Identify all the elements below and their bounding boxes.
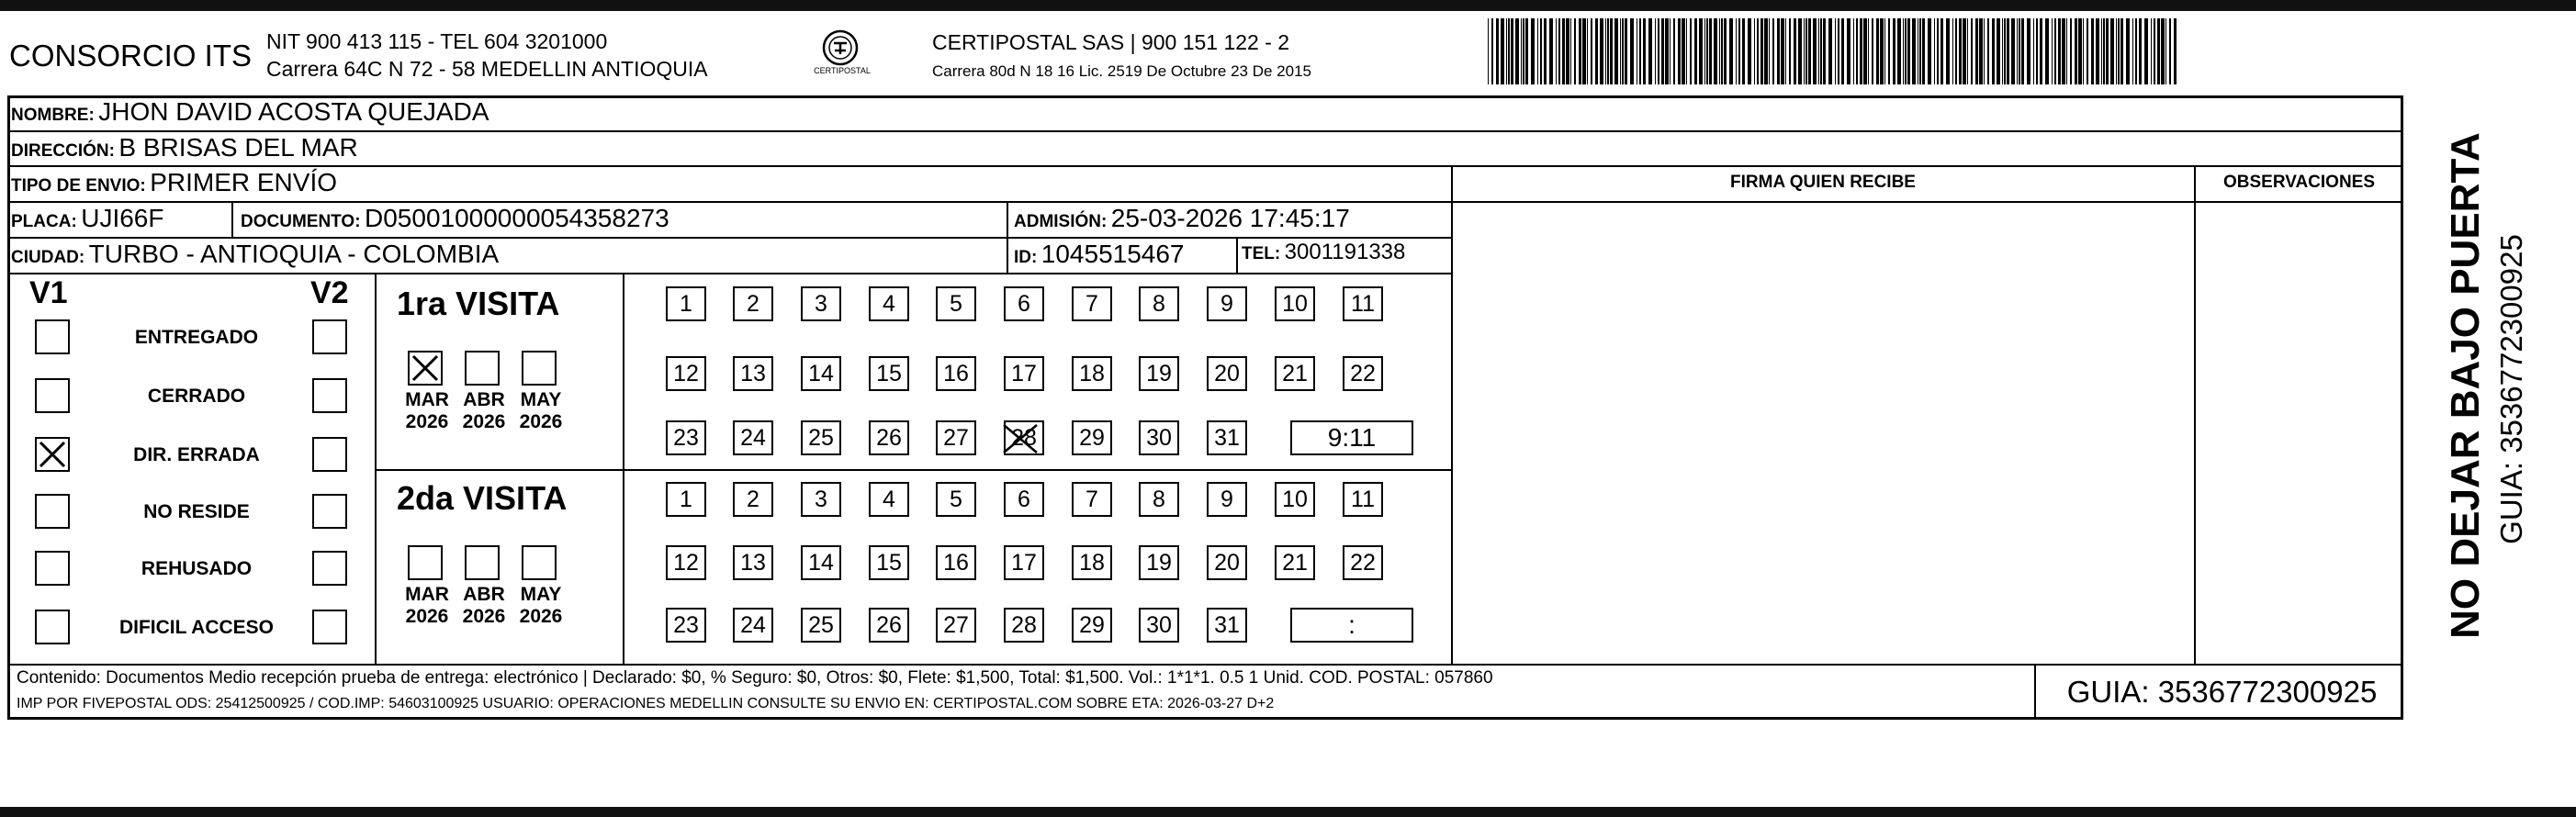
day-box-visit1-18[interactable]: 18 bbox=[1072, 356, 1112, 391]
day-box-visit2-19[interactable]: 19 bbox=[1139, 545, 1179, 580]
company-info bbox=[266, 28, 708, 83]
month-label-visit1-1: ABR 2026 bbox=[462, 389, 506, 432]
day-box-visit1-30[interactable]: 30 bbox=[1139, 420, 1179, 455]
day-box-visit2-30[interactable]: 30 bbox=[1139, 608, 1179, 643]
day-box-visit1-28[interactable]: 28 bbox=[1004, 420, 1044, 455]
placa-cell bbox=[11, 204, 163, 233]
day-box-visit1-27[interactable]: 27 bbox=[936, 420, 976, 455]
day-box-visit1-9[interactable]: 9 bbox=[1207, 286, 1247, 321]
status-label-2: DIR. ERRADA bbox=[133, 444, 260, 465]
day-box-visit2-2[interactable]: 2 bbox=[733, 482, 773, 517]
status-label-5: DIFICIL ACCESO bbox=[118, 617, 274, 638]
tel-cell bbox=[1242, 240, 1405, 265]
day-box-visit2-3[interactable]: 3 bbox=[801, 482, 841, 517]
day-box-visit1-11[interactable]: 11 bbox=[1343, 286, 1383, 321]
month-label-visit1-0: MAR 2026 bbox=[405, 389, 449, 432]
day-box-visit2-26[interactable]: 26 bbox=[869, 608, 909, 643]
day-box-visit2-24[interactable]: 24 bbox=[733, 608, 773, 643]
divider bbox=[2034, 664, 2036, 720]
nombre-value: JHON DAVID ACOSTA QUEJADA bbox=[98, 97, 489, 126]
day-box-visit2-27[interactable]: 27 bbox=[936, 608, 976, 643]
address-line: Carrera 64C N 72 - 58 MEDELLIN ANTIOQUIA bbox=[266, 57, 708, 81]
barcode bbox=[1488, 18, 2177, 84]
day-box-visit2-14[interactable]: 14 bbox=[801, 545, 841, 580]
day-box-visit2-15[interactable]: 15 bbox=[869, 545, 909, 580]
nombre-label: NOMBRE: bbox=[11, 106, 95, 125]
day-box-visit1-26[interactable]: 26 bbox=[869, 420, 909, 455]
visit1-title: 1ra VISITA bbox=[397, 285, 560, 322]
day-box-visit1-5[interactable]: 5 bbox=[936, 286, 976, 321]
divider bbox=[7, 664, 2403, 666]
month-checkbox-visit1-0[interactable] bbox=[408, 351, 443, 386]
id-label: ID: bbox=[1014, 248, 1038, 267]
documento-cell bbox=[241, 204, 669, 233]
nit-line: NIT 900 413 115 - TEL 604 3201000 bbox=[266, 29, 608, 53]
divider bbox=[1007, 201, 1008, 273]
day-box-visit2-8[interactable]: 8 bbox=[1139, 482, 1179, 517]
direccion-value: B BRISAS DEL MAR bbox=[118, 133, 358, 162]
divider bbox=[1236, 237, 1238, 273]
day-box-visit1-12[interactable]: 12 bbox=[666, 356, 706, 391]
direccion-label: DIRECCIÓN: bbox=[11, 141, 115, 161]
day-box-visit2-7[interactable]: 7 bbox=[1072, 482, 1112, 517]
month-label-visit1-2: MAY 2026 bbox=[519, 389, 563, 432]
day-box-visit1-15[interactable]: 15 bbox=[869, 356, 909, 391]
month-checkbox-visit2-2[interactable] bbox=[522, 545, 557, 580]
divider bbox=[231, 201, 233, 237]
day-box-visit2-22[interactable]: 22 bbox=[1343, 545, 1383, 580]
day-box-visit1-3[interactable]: 3 bbox=[801, 286, 841, 321]
tipo-value: PRIMER ENVÍO bbox=[150, 168, 338, 196]
day-box-visit1-7[interactable]: 7 bbox=[1072, 286, 1112, 321]
side-guia: GUIA: 3536772300925 bbox=[2494, 234, 2528, 544]
month-checkbox-visit1-2[interactable] bbox=[522, 351, 557, 386]
day-box-visit2-10[interactable]: 10 bbox=[1275, 482, 1315, 517]
day-box-visit2-13[interactable]: 13 bbox=[733, 545, 773, 580]
documento-value: D05001000000054358273 bbox=[365, 204, 669, 232]
day-box-visit1-20[interactable]: 20 bbox=[1207, 356, 1247, 391]
day-box-visit2-21[interactable]: 21 bbox=[1275, 545, 1315, 580]
divider bbox=[7, 201, 1452, 203]
day-box-visit1-6[interactable]: 6 bbox=[1004, 286, 1044, 321]
tel-label: TEL: bbox=[1242, 244, 1281, 263]
day-box-visit2-18[interactable]: 18 bbox=[1072, 545, 1112, 580]
divider bbox=[623, 273, 624, 664]
v2-label: V2 bbox=[310, 275, 349, 310]
checkbox-v1-3[interactable] bbox=[35, 494, 70, 529]
day-box-visit1-16[interactable]: 16 bbox=[936, 356, 976, 391]
day-box-visit1-4[interactable]: 4 bbox=[869, 286, 909, 321]
tipo-row bbox=[11, 168, 337, 197]
month-checkbox-visit2-0[interactable] bbox=[408, 545, 443, 580]
checkbox-v2-0[interactable] bbox=[312, 319, 347, 354]
divider bbox=[7, 165, 2403, 167]
ciudad-value: TURBO - ANTIOQUIA - COLOMBIA bbox=[88, 240, 500, 268]
time-box-visit1[interactable]: 9:11 bbox=[1290, 420, 1413, 455]
day-box-visit1-2[interactable]: 2 bbox=[733, 286, 773, 321]
checkbox-v1-5[interactable] bbox=[35, 610, 70, 644]
documento-label: DOCUMENTO: bbox=[241, 212, 361, 231]
day-box-visit2-29[interactable]: 29 bbox=[1072, 608, 1112, 643]
logo-text: CERTIPOSTAL bbox=[814, 66, 871, 75]
day-box-visit2-28[interactable]: 28 bbox=[1004, 608, 1044, 643]
day-box-visit2-20[interactable]: 20 bbox=[1207, 545, 1247, 580]
divider bbox=[7, 273, 1452, 274]
id-cell bbox=[1014, 240, 1185, 269]
day-box-visit1-1[interactable]: 1 bbox=[666, 286, 706, 321]
status-label-4: REHUSADO bbox=[141, 558, 253, 579]
time-box-visit2[interactable]: : bbox=[1290, 608, 1413, 643]
certipostal-logo-icon bbox=[808, 28, 872, 84]
observaciones-label: OBSERVACIONES bbox=[2222, 173, 2376, 192]
certi-line2: Carrera 80d N 18 16 Lic. 2519 De Octubre 23 De 2015 bbox=[932, 62, 1311, 80]
top-border bbox=[0, 0, 2576, 11]
checkbox-v2-2[interactable] bbox=[312, 437, 347, 472]
bottom-border bbox=[0, 807, 2576, 817]
month-checkbox-visit1-1[interactable] bbox=[465, 351, 500, 386]
tel-value: 3001191338 bbox=[1284, 240, 1406, 264]
checkbox-v2-3[interactable] bbox=[312, 494, 347, 529]
month-label-visit2-0: MAR 2026 bbox=[405, 584, 449, 627]
day-box-visit2-25[interactable]: 25 bbox=[801, 608, 841, 643]
v1-label: V1 bbox=[29, 275, 68, 310]
ciudad-label: CIUDAD: bbox=[11, 248, 85, 267]
month-checkbox-visit2-1[interactable] bbox=[465, 545, 500, 580]
day-box-visit1-17[interactable]: 17 bbox=[1004, 356, 1044, 391]
divider bbox=[375, 469, 1452, 471]
admision-label: ADMISIÓN: bbox=[1014, 212, 1108, 231]
day-box-visit1-25[interactable]: 25 bbox=[801, 420, 841, 455]
checkbox-v2-4[interactable] bbox=[312, 551, 347, 586]
divider bbox=[1451, 165, 1453, 664]
no-dejar-warning: NO DEJAR BAJO PUERTA bbox=[2443, 132, 2488, 639]
day-box-visit1-29[interactable]: 29 bbox=[1072, 420, 1112, 455]
ciudad-cell bbox=[11, 240, 499, 269]
day-box-visit1-31[interactable]: 31 bbox=[1207, 420, 1247, 455]
divider bbox=[375, 273, 377, 664]
day-box-visit1-22[interactable]: 22 bbox=[1343, 356, 1383, 391]
month-label-visit2-2: MAY 2026 bbox=[519, 584, 563, 627]
day-box-visit2-9[interactable]: 9 bbox=[1207, 482, 1247, 517]
checkbox-v1-2[interactable] bbox=[35, 437, 70, 472]
day-box-visit2-12[interactable]: 12 bbox=[666, 545, 706, 580]
company-name: CONSORCIO ITS bbox=[9, 39, 253, 73]
nombre-row bbox=[11, 97, 489, 127]
day-box-visit2-4[interactable]: 4 bbox=[869, 482, 909, 517]
day-box-visit2-31[interactable]: 31 bbox=[1207, 608, 1247, 643]
divider bbox=[7, 130, 2403, 132]
day-box-visit1-19[interactable]: 19 bbox=[1139, 356, 1179, 391]
admision-cell bbox=[1014, 204, 1350, 233]
firma-label: FIRMA QUIEN RECIBE bbox=[1730, 173, 1916, 192]
status-label-3: NO RESIDE bbox=[143, 501, 250, 522]
footer-content: Contenido: Documentos Medio recepción prueba de entrega: electrónico | Declarado: $0, % Seguro: $0, Otros: $0, Flete: $1,500, Total: $1,500. Vol.: 1*1*1. 0.5 1 Unid. COD. POSTAL: 057860 bbox=[17, 668, 1493, 688]
checkbox-v2-1[interactable] bbox=[312, 378, 347, 413]
day-box-visit2-17[interactable]: 17 bbox=[1004, 545, 1044, 580]
day-box-visit1-13[interactable]: 13 bbox=[733, 356, 773, 391]
day-box-visit2-5[interactable]: 5 bbox=[936, 482, 976, 517]
direccion-row bbox=[11, 133, 358, 162]
checkbox-v1-4[interactable] bbox=[35, 551, 70, 586]
day-box-visit1-8[interactable]: 8 bbox=[1139, 286, 1179, 321]
tipo-label: TIPO DE ENVIO: bbox=[11, 176, 146, 196]
day-box-visit2-11[interactable]: 11 bbox=[1343, 482, 1383, 517]
status-label-1: CERRADO bbox=[147, 386, 246, 407]
divider bbox=[2194, 165, 2196, 664]
certipostal-info bbox=[932, 28, 1311, 86]
divider bbox=[1452, 201, 2403, 203]
checkbox-v1-0[interactable] bbox=[35, 319, 70, 354]
day-box-visit2-1[interactable]: 1 bbox=[666, 482, 706, 517]
footer-guia: GUIA: 3536772300925 bbox=[2066, 675, 2378, 709]
side-panel bbox=[2411, 124, 2528, 639]
day-box-visit1-23[interactable]: 23 bbox=[666, 420, 706, 455]
checkbox-v2-5[interactable] bbox=[312, 610, 347, 644]
id-value: 1045515467 bbox=[1041, 240, 1185, 268]
day-box-visit1-24[interactable]: 24 bbox=[733, 420, 773, 455]
footer-imp: IMP POR FIVEPOSTAL ODS: 25412500925 / COD.IMP: 54603100925 USUARIO: OPERACIONES MEDELLIN CONSULTE SU ENVIO EN: CERTIPOSTAL.COM SOBRE ETA: 2026-03-27 D+2 bbox=[17, 696, 1275, 711]
day-box-visit2-23[interactable]: 23 bbox=[666, 608, 706, 643]
month-label-visit2-1: ABR 2026 bbox=[462, 584, 506, 627]
status-label-0: ENTREGADO bbox=[134, 327, 259, 348]
admision-value: 25-03-2026 17:45:17 bbox=[1110, 204, 1350, 232]
day-box-visit1-21[interactable]: 21 bbox=[1275, 356, 1315, 391]
visit2-title: 2da VISITA bbox=[397, 479, 568, 517]
certi-line1: CERTIPOSTAL SAS | 900 151 122 - 2 bbox=[932, 30, 1290, 54]
day-box-visit1-14[interactable]: 14 bbox=[801, 356, 841, 391]
checkbox-v1-1[interactable] bbox=[35, 378, 70, 413]
placa-label: PLACA: bbox=[11, 212, 77, 231]
day-box-visit1-10[interactable]: 10 bbox=[1275, 286, 1315, 321]
day-box-visit2-6[interactable]: 6 bbox=[1004, 482, 1044, 517]
day-box-visit2-16[interactable]: 16 bbox=[936, 545, 976, 580]
placa-value: UJI66F bbox=[81, 204, 164, 232]
